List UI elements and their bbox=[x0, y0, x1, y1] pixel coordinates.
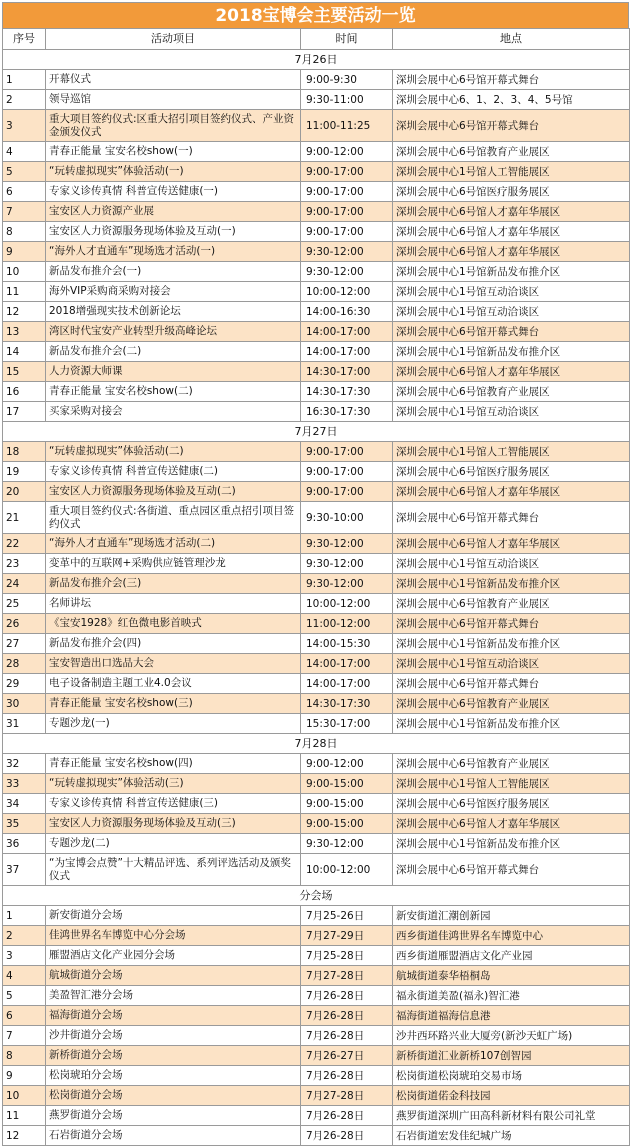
cell-name: 领导巡馆 bbox=[46, 90, 301, 110]
cell-place: 深圳会展中心1号馆互动洽谈区 bbox=[393, 402, 630, 422]
cell-time: 9:00-15:00 bbox=[301, 774, 393, 794]
cell-name: “玩转虚拟现实”体验活动(一) bbox=[46, 162, 301, 182]
cell-place: 深圳会展中心6号馆人才嘉年华展区 bbox=[393, 482, 630, 502]
cell-time: 9:30-10:00 bbox=[301, 502, 393, 534]
activity-table bbox=[2, 28, 630, 1146]
table-row bbox=[3, 342, 630, 362]
cell-name: 海外VIP采购商采购对接会 bbox=[46, 282, 301, 302]
table-row bbox=[3, 142, 630, 162]
cell-place: 新桥街道汇业新桥107创智园 bbox=[393, 1046, 630, 1066]
cell-time: 10:00-12:00 bbox=[301, 594, 393, 614]
cell-time: 9:00-17:00 bbox=[301, 482, 393, 502]
cell-time: 7月26-28日 bbox=[301, 1026, 393, 1046]
table-row bbox=[3, 946, 630, 966]
table-row bbox=[3, 70, 630, 90]
table-row bbox=[3, 594, 630, 614]
table-row bbox=[3, 502, 630, 534]
cell-no: 2 bbox=[3, 926, 46, 946]
cell-time: 9:00-17:00 bbox=[301, 222, 393, 242]
section-header bbox=[3, 734, 630, 754]
cell-place: 深圳会展中心1号馆互动洽谈区 bbox=[393, 282, 630, 302]
cell-place: 松岗街道松岗琥珀交易市场 bbox=[393, 1066, 630, 1086]
table-header-row bbox=[3, 29, 630, 50]
table-row bbox=[3, 1026, 630, 1046]
cell-name: 宝安智造出口选品大会 bbox=[46, 654, 301, 674]
table-row bbox=[3, 90, 630, 110]
table-row bbox=[3, 402, 630, 422]
cell-time: 14:00-17:00 bbox=[301, 342, 393, 362]
cell-no: 15 bbox=[3, 362, 46, 382]
cell-time: 14:30-17:30 bbox=[301, 694, 393, 714]
cell-no: 13 bbox=[3, 322, 46, 342]
cell-time: 9:00-9:30 bbox=[301, 70, 393, 90]
cell-name: 松岗琥珀分会场 bbox=[46, 1066, 301, 1086]
cell-time: 14:00-15:30 bbox=[301, 634, 393, 654]
cell-place: 深圳会展中心6号馆人才嘉年华展区 bbox=[393, 242, 630, 262]
table-row bbox=[3, 462, 630, 482]
cell-name: 宝安区人力资源产业展 bbox=[46, 202, 301, 222]
cell-no: 19 bbox=[3, 462, 46, 482]
cell-no: 36 bbox=[3, 834, 46, 854]
section-header bbox=[3, 422, 630, 442]
cell-no: 8 bbox=[3, 222, 46, 242]
cell-time: 10:00-12:00 bbox=[301, 282, 393, 302]
cell-name: 专家义诊传真情 科普宣传送健康(二) bbox=[46, 462, 301, 482]
cell-place: 福永街道美盈(福永)智汇港 bbox=[393, 986, 630, 1006]
cell-name: 新桥街道分会场 bbox=[46, 1046, 301, 1066]
cell-place: 深圳会展中心6号馆医疗服务展区 bbox=[393, 462, 630, 482]
header-name: 活动项目 bbox=[46, 29, 301, 50]
table-row bbox=[3, 1126, 630, 1146]
cell-name: 松岗街道分会场 bbox=[46, 1086, 301, 1106]
cell-no: 1 bbox=[3, 906, 46, 926]
cell-time: 14:00-17:00 bbox=[301, 654, 393, 674]
cell-name: 宝安区人力资源服务现场体验及互动(一) bbox=[46, 222, 301, 242]
table-row bbox=[3, 906, 630, 926]
cell-no: 12 bbox=[3, 1126, 46, 1146]
cell-place: 深圳会展中心1号馆新品发布推介区 bbox=[393, 834, 630, 854]
cell-no: 6 bbox=[3, 1006, 46, 1026]
cell-name: 专题沙龙(二) bbox=[46, 834, 301, 854]
cell-place: 深圳会展中心1号馆人工智能展区 bbox=[393, 162, 630, 182]
cell-place: 松岗街道偌金科技园 bbox=[393, 1086, 630, 1106]
cell-place: 深圳会展中心6号馆教育产业展区 bbox=[393, 594, 630, 614]
table-row bbox=[3, 694, 630, 714]
cell-name: 买家采购对接会 bbox=[46, 402, 301, 422]
cell-time: 7月26-28日 bbox=[301, 1006, 393, 1026]
table-row bbox=[3, 322, 630, 342]
table-row bbox=[3, 574, 630, 594]
cell-no: 11 bbox=[3, 1106, 46, 1126]
cell-name: 《宝安1928》红色微电影首映式 bbox=[46, 614, 301, 634]
table-row bbox=[3, 1086, 630, 1106]
cell-place: 西乡街道雁盟酒店文化产业园 bbox=[393, 946, 630, 966]
cell-place: 深圳会展中心1号馆互动洽谈区 bbox=[393, 554, 630, 574]
activity-sheet bbox=[2, 2, 629, 1146]
cell-name: 重大项目签约仪式:区重大招引项目签约仪式、产业资金颁发仪式 bbox=[46, 110, 301, 142]
cell-time: 7月26-28日 bbox=[301, 986, 393, 1006]
cell-time: 7月26-27日 bbox=[301, 1046, 393, 1066]
table-row bbox=[3, 302, 630, 322]
cell-place: 深圳会展中心6号馆开幕式舞台 bbox=[393, 502, 630, 534]
cell-no: 11 bbox=[3, 282, 46, 302]
cell-name: 湾区时代宝安产业转型升级高峰论坛 bbox=[46, 322, 301, 342]
cell-no: 10 bbox=[3, 262, 46, 282]
cell-name: 开幕仪式 bbox=[46, 70, 301, 90]
cell-time: 9:00-15:00 bbox=[301, 794, 393, 814]
cell-name: 美盈智汇港分会场 bbox=[46, 986, 301, 1006]
cell-name: 新安街道分会场 bbox=[46, 906, 301, 926]
table-row bbox=[3, 182, 630, 202]
cell-name: “玩转虚拟现实”体验活动(三) bbox=[46, 774, 301, 794]
cell-time: 9:00-15:00 bbox=[301, 814, 393, 834]
cell-place: 深圳会展中心6号馆开幕式舞台 bbox=[393, 614, 630, 634]
cell-time: 7月27-29日 bbox=[301, 926, 393, 946]
cell-no: 29 bbox=[3, 674, 46, 694]
cell-place: 深圳会展中心1号馆人工智能展区 bbox=[393, 442, 630, 462]
cell-no: 23 bbox=[3, 554, 46, 574]
table-row bbox=[3, 202, 630, 222]
cell-no: 6 bbox=[3, 182, 46, 202]
cell-place: 深圳会展中心6号馆人才嘉年华展区 bbox=[393, 814, 630, 834]
cell-name: 新品发布推介会(四) bbox=[46, 634, 301, 654]
cell-place: 深圳会展中心1号馆新品发布推介区 bbox=[393, 714, 630, 734]
table-row bbox=[3, 634, 630, 654]
header-place: 地点 bbox=[393, 29, 630, 50]
cell-no: 26 bbox=[3, 614, 46, 634]
cell-time: 11:00-12:00 bbox=[301, 614, 393, 634]
table-row bbox=[3, 1106, 630, 1126]
cell-no: 24 bbox=[3, 574, 46, 594]
cell-name: 宝安区人力资源服务现场体验及互动(二) bbox=[46, 482, 301, 502]
cell-time: 9:30-12:00 bbox=[301, 574, 393, 594]
section-label: 分会场 bbox=[3, 886, 630, 906]
cell-name: 变革中的互联网+采购供应链管理沙龙 bbox=[46, 554, 301, 574]
table-row bbox=[3, 382, 630, 402]
table-row bbox=[3, 794, 630, 814]
cell-place: 航城街道泰华梧桐岛 bbox=[393, 966, 630, 986]
cell-place: 深圳会展中心6号馆开幕式舞台 bbox=[393, 322, 630, 342]
cell-place: 深圳会展中心6号馆人才嘉年华展区 bbox=[393, 202, 630, 222]
cell-time: 14:00-17:00 bbox=[301, 322, 393, 342]
cell-name: “玩转虚拟现实”体验活动(二) bbox=[46, 442, 301, 462]
cell-time: 7月26-28日 bbox=[301, 1066, 393, 1086]
cell-name: 人力资源大师课 bbox=[46, 362, 301, 382]
cell-no: 18 bbox=[3, 442, 46, 462]
cell-place: 深圳会展中心6号馆开幕式舞台 bbox=[393, 854, 630, 886]
section-header bbox=[3, 886, 630, 906]
cell-place: 福海街道福海信息港 bbox=[393, 1006, 630, 1026]
cell-place: 深圳会展中心6号馆开幕式舞台 bbox=[393, 110, 630, 142]
cell-name: 雁盟酒店文化产业园分会场 bbox=[46, 946, 301, 966]
cell-time: 7月26-28日 bbox=[301, 1126, 393, 1146]
cell-no: 3 bbox=[3, 110, 46, 142]
cell-place: 深圳会展中心6、1、2、3、4、5号馆 bbox=[393, 90, 630, 110]
cell-place: 深圳会展中心6号馆开幕式舞台 bbox=[393, 70, 630, 90]
table-row bbox=[3, 966, 630, 986]
cell-time: 14:30-17:00 bbox=[301, 362, 393, 382]
table-row bbox=[3, 1066, 630, 1086]
table-row bbox=[3, 282, 630, 302]
cell-time: 7月27-28日 bbox=[301, 1086, 393, 1106]
cell-time: 9:30-11:00 bbox=[301, 90, 393, 110]
cell-time: 7月25-28日 bbox=[301, 946, 393, 966]
cell-place: 深圳会展中心1号馆新品发布推介区 bbox=[393, 262, 630, 282]
cell-time: 9:30-12:00 bbox=[301, 242, 393, 262]
cell-name: 宝安区人力资源服务现场体验及互动(三) bbox=[46, 814, 301, 834]
cell-no: 9 bbox=[3, 242, 46, 262]
cell-time: 9:30-12:00 bbox=[301, 834, 393, 854]
table-row bbox=[3, 654, 630, 674]
cell-time: 9:00-12:00 bbox=[301, 142, 393, 162]
cell-no: 17 bbox=[3, 402, 46, 422]
cell-no: 8 bbox=[3, 1046, 46, 1066]
cell-no: 3 bbox=[3, 946, 46, 966]
cell-no: 16 bbox=[3, 382, 46, 402]
cell-name: “海外人才直通车”现场选才活动(二) bbox=[46, 534, 301, 554]
cell-time: 14:00-17:00 bbox=[301, 674, 393, 694]
cell-time: 9:30-12:00 bbox=[301, 262, 393, 282]
cell-time: 15:30-17:00 bbox=[301, 714, 393, 734]
cell-place: 深圳会展中心1号馆新品发布推介区 bbox=[393, 634, 630, 654]
cell-time: 16:30-17:30 bbox=[301, 402, 393, 422]
table-row bbox=[3, 614, 630, 634]
cell-place: 深圳会展中心6号馆教育产业展区 bbox=[393, 754, 630, 774]
cell-name: 石岩街道分会场 bbox=[46, 1126, 301, 1146]
table-row bbox=[3, 534, 630, 554]
cell-name: 名师讲坛 bbox=[46, 594, 301, 614]
cell-no: 32 bbox=[3, 754, 46, 774]
cell-place: 深圳会展中心6号馆人才嘉年华展区 bbox=[393, 534, 630, 554]
cell-time: 9:00-17:00 bbox=[301, 162, 393, 182]
cell-name: 青春正能量 宝安名校show(三) bbox=[46, 694, 301, 714]
table-row bbox=[3, 162, 630, 182]
cell-place: 深圳会展中心6号馆医疗服务展区 bbox=[393, 794, 630, 814]
cell-name: 青春正能量 宝安名校show(二) bbox=[46, 382, 301, 402]
cell-no: 34 bbox=[3, 794, 46, 814]
cell-no: 7 bbox=[3, 202, 46, 222]
cell-name: 新品发布推介会(二) bbox=[46, 342, 301, 362]
cell-name: 青春正能量 宝安名校show(四) bbox=[46, 754, 301, 774]
table-row bbox=[3, 714, 630, 734]
table-row bbox=[3, 674, 630, 694]
cell-no: 37 bbox=[3, 854, 46, 886]
cell-no: 33 bbox=[3, 774, 46, 794]
table-row bbox=[3, 242, 630, 262]
cell-time: 9:30-12:00 bbox=[301, 534, 393, 554]
cell-no: 31 bbox=[3, 714, 46, 734]
cell-no: 22 bbox=[3, 534, 46, 554]
cell-no: 4 bbox=[3, 142, 46, 162]
cell-no: 10 bbox=[3, 1086, 46, 1106]
cell-no: 9 bbox=[3, 1066, 46, 1086]
table-row bbox=[3, 442, 630, 462]
cell-name: 航城街道分会场 bbox=[46, 966, 301, 986]
cell-name: 专家义诊传真情 科普宣传送健康(一) bbox=[46, 182, 301, 202]
cell-name: 新品发布推介会(三) bbox=[46, 574, 301, 594]
cell-time: 9:00-17:00 bbox=[301, 462, 393, 482]
cell-no: 7 bbox=[3, 1026, 46, 1046]
cell-name: 专家义诊传真情 科普宣传送健康(三) bbox=[46, 794, 301, 814]
table-row bbox=[3, 774, 630, 794]
cell-place: 燕罗街道深圳广田高科新材料有限公司礼堂 bbox=[393, 1106, 630, 1126]
cell-time: 10:00-12:00 bbox=[301, 854, 393, 886]
cell-time: 14:30-17:30 bbox=[301, 382, 393, 402]
table-row bbox=[3, 1006, 630, 1026]
cell-place: 深圳会展中心6号馆人才嘉年华展区 bbox=[393, 222, 630, 242]
table-row bbox=[3, 262, 630, 282]
cell-no: 12 bbox=[3, 302, 46, 322]
cell-no: 5 bbox=[3, 986, 46, 1006]
cell-name: 重大项目签约仪式:各街道、重点园区重点招引项目签约仪式 bbox=[46, 502, 301, 534]
cell-no: 4 bbox=[3, 966, 46, 986]
cell-time: 9:30-12:00 bbox=[301, 554, 393, 574]
cell-name: 新品发布推介会(一) bbox=[46, 262, 301, 282]
cell-no: 21 bbox=[3, 502, 46, 534]
cell-time: 11:00-11:25 bbox=[301, 110, 393, 142]
cell-name: 佳鸿世界名车博览中心分会场 bbox=[46, 926, 301, 946]
cell-no: 35 bbox=[3, 814, 46, 834]
cell-place: 深圳会展中心6号馆教育产业展区 bbox=[393, 142, 630, 162]
table-row bbox=[3, 926, 630, 946]
cell-place: 深圳会展中心1号馆互动洽谈区 bbox=[393, 302, 630, 322]
table-row bbox=[3, 754, 630, 774]
cell-time: 7月27-28日 bbox=[301, 966, 393, 986]
header-time: 时间 bbox=[301, 29, 393, 50]
cell-name: 电子设备制造主题工业4.0会议 bbox=[46, 674, 301, 694]
cell-name: 专题沙龙(一) bbox=[46, 714, 301, 734]
table-row bbox=[3, 834, 630, 854]
header-no: 序号 bbox=[3, 29, 46, 50]
cell-place: 深圳会展中心1号馆新品发布推介区 bbox=[393, 574, 630, 594]
cell-name: 青春正能量 宝安名校show(一) bbox=[46, 142, 301, 162]
table-row bbox=[3, 222, 630, 242]
cell-no: 5 bbox=[3, 162, 46, 182]
table-row bbox=[3, 362, 630, 382]
cell-time: 7月26-28日 bbox=[301, 1106, 393, 1126]
cell-place: 深圳会展中心1号馆人工智能展区 bbox=[393, 774, 630, 794]
table-row bbox=[3, 482, 630, 502]
cell-place: 西乡街道佳鸿世界名车博览中心 bbox=[393, 926, 630, 946]
table-row bbox=[3, 986, 630, 1006]
cell-place: 深圳会展中心1号馆互动洽谈区 bbox=[393, 654, 630, 674]
cell-time: 14:00-16:30 bbox=[301, 302, 393, 322]
cell-time: 9:00-12:00 bbox=[301, 754, 393, 774]
cell-name: “为宝博会点赞”十大精品评选、系列评选活动及颁奖仪式 bbox=[46, 854, 301, 886]
section-label: 7月28日 bbox=[3, 734, 630, 754]
cell-time: 9:00-17:00 bbox=[301, 442, 393, 462]
cell-name: 燕罗街道分会场 bbox=[46, 1106, 301, 1126]
cell-time: 7月25-26日 bbox=[301, 906, 393, 926]
cell-no: 25 bbox=[3, 594, 46, 614]
table-row bbox=[3, 854, 630, 886]
cell-place: 深圳会展中心6号馆教育产业展区 bbox=[393, 694, 630, 714]
table-row bbox=[3, 814, 630, 834]
cell-place: 深圳会展中心6号馆医疗服务展区 bbox=[393, 182, 630, 202]
cell-no: 14 bbox=[3, 342, 46, 362]
cell-place: 沙井西环路兴业大厦旁(新沙天虹广场) bbox=[393, 1026, 630, 1046]
cell-name: 2018增强现实技术创新论坛 bbox=[46, 302, 301, 322]
table-row bbox=[3, 1046, 630, 1066]
section-label: 7月27日 bbox=[3, 422, 630, 442]
cell-no: 28 bbox=[3, 654, 46, 674]
cell-no: 1 bbox=[3, 70, 46, 90]
cell-name: 沙井街道分会场 bbox=[46, 1026, 301, 1046]
cell-name: “海外人才直通车”现场选才活动(一) bbox=[46, 242, 301, 262]
cell-no: 30 bbox=[3, 694, 46, 714]
cell-no: 2 bbox=[3, 90, 46, 110]
cell-name: 福海街道分会场 bbox=[46, 1006, 301, 1026]
table-row bbox=[3, 554, 630, 574]
cell-no: 27 bbox=[3, 634, 46, 654]
sheet-title: 2018宝博会主要活动一览 bbox=[2, 2, 629, 28]
cell-place: 石岩街道宏发佳纪城广场 bbox=[393, 1126, 630, 1146]
section-header bbox=[3, 50, 630, 70]
cell-no: 20 bbox=[3, 482, 46, 502]
cell-time: 9:00-17:00 bbox=[301, 202, 393, 222]
cell-place: 深圳会展中心6号馆开幕式舞台 bbox=[393, 674, 630, 694]
section-label: 7月26日 bbox=[3, 50, 630, 70]
cell-time: 9:00-17:00 bbox=[301, 182, 393, 202]
cell-place: 新安街道汇潮创新园 bbox=[393, 906, 630, 926]
table-row bbox=[3, 110, 630, 142]
cell-place: 深圳会展中心6号馆教育产业展区 bbox=[393, 382, 630, 402]
cell-place: 深圳会展中心1号馆新品发布推介区 bbox=[393, 342, 630, 362]
cell-place: 深圳会展中心6号馆人才嘉年华展区 bbox=[393, 362, 630, 382]
